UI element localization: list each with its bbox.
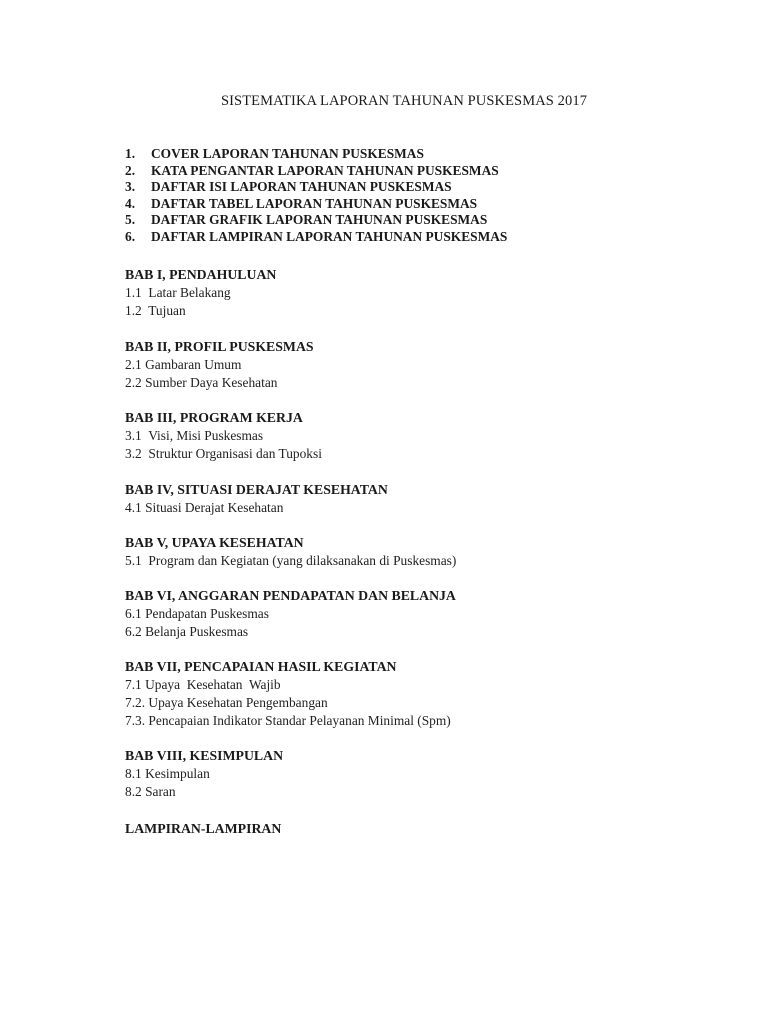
list-item [125, 212, 507, 229]
chapter-heading: BAB VIII, KESIMPULAN [125, 748, 284, 763]
chapter-subsection: 5.1 Program dan Kegiatan (yang dilaksanakan di Puskesmas) [125, 553, 457, 568]
chapter-bab-5 [125, 534, 456, 570]
chapter-bab-7 [125, 658, 451, 730]
chapter-bab-4 [125, 481, 388, 517]
list-item [125, 146, 507, 163]
list-item-label: DAFTAR LAMPIRAN LAPORAN TAHUNAN PUSKESMAS [151, 228, 508, 244]
list-number: 2. [125, 162, 136, 178]
chapter-subsection: 4.1 Situasi Derajat Kesehatan [125, 500, 284, 515]
list-item [125, 163, 507, 180]
chapter-subsection: 7.3. Pencapaian Indikator Standar Pelayanan Minimal (Spm) [125, 713, 451, 728]
list-item [125, 179, 507, 196]
chapter-subsection: 1.1 Latar Belakang [125, 285, 231, 300]
chapter-lampiran [125, 820, 281, 838]
chapter-heading: BAB I, PENDAHULUAN [125, 267, 277, 282]
list-item-label: COVER LAPORAN TAHUNAN PUSKESMAS [151, 146, 424, 161]
chapter-subsection: 3.2 Struktur Organisasi dan Tupoksi [125, 446, 322, 461]
chapter-subsection: 3.1 Visi, Misi Puskesmas [125, 428, 264, 443]
front-matter-list [125, 146, 507, 245]
chapter-subsection: 7.1 Upaya Kesehatan Wajib [125, 677, 281, 692]
chapter-subsection: 6.1 Pendapatan Puskesmas [125, 606, 269, 621]
list-number: 1. [125, 146, 136, 161]
chapter-heading: LAMPIRAN-LAMPIRAN [125, 821, 282, 836]
chapter-subsection: 2.2 Sumber Daya Kesehatan [125, 375, 278, 390]
chapter-bab-3 [125, 409, 322, 463]
chapter-subsection: 1.2 Tujuan [125, 303, 186, 318]
chapter-heading: BAB VII, PENCAPAIAN HASIL KEGIATAN [125, 659, 397, 674]
list-item [125, 196, 507, 213]
chapter-bab-1 [125, 266, 276, 320]
list-item [125, 229, 507, 246]
chapter-heading: BAB III, PROGRAM KERJA [125, 410, 303, 425]
chapter-heading: BAB IV, SITUASI DERAJAT KESEHATAN [125, 482, 388, 497]
chapter-subsection: 8.2 Saran [125, 784, 176, 799]
chapter-subsection: 6.2 Belanja Puskesmas [125, 624, 249, 639]
chapter-subsection: 8.1 Kesimpulan [125, 766, 210, 781]
list-item-label: DAFTAR TABEL LAPORAN TAHUNAN PUSKESMAS [151, 195, 478, 211]
list-item-label: DAFTAR ISI LAPORAN TAHUNAN PUSKESMAS [151, 179, 452, 194]
chapter-subsection: 2.1 Gambaran Umum [125, 357, 242, 372]
chapter-bab-8 [125, 747, 283, 801]
list-number: 5. [125, 212, 136, 227]
list-item-label: DAFTAR GRAFIK LAPORAN TAHUNAN PUSKESMAS [151, 212, 488, 227]
chapter-heading: BAB II, PROFIL PUSKESMAS [125, 339, 314, 354]
list-item-label: KATA PENGANTAR LAPORAN TAHUNAN PUSKESMAS [151, 162, 499, 178]
chapter-subsection: 7.2. Upaya Kesehatan Pengembangan [125, 695, 328, 710]
list-number: 3. [125, 179, 136, 194]
chapter-bab-2 [125, 338, 314, 392]
chapter-bab-6 [125, 587, 456, 641]
chapter-heading: BAB V, UPAYA KESEHATAN [125, 535, 304, 550]
list-number: 6. [125, 228, 136, 244]
chapter-heading: BAB VI, ANGGARAN PENDAPATAN DAN BELANJA [125, 588, 456, 603]
document-title: SISTEMATIKA LAPORAN TAHUNAN PUSKESMAS 2017 [220, 93, 588, 109]
list-number: 4. [125, 195, 136, 211]
